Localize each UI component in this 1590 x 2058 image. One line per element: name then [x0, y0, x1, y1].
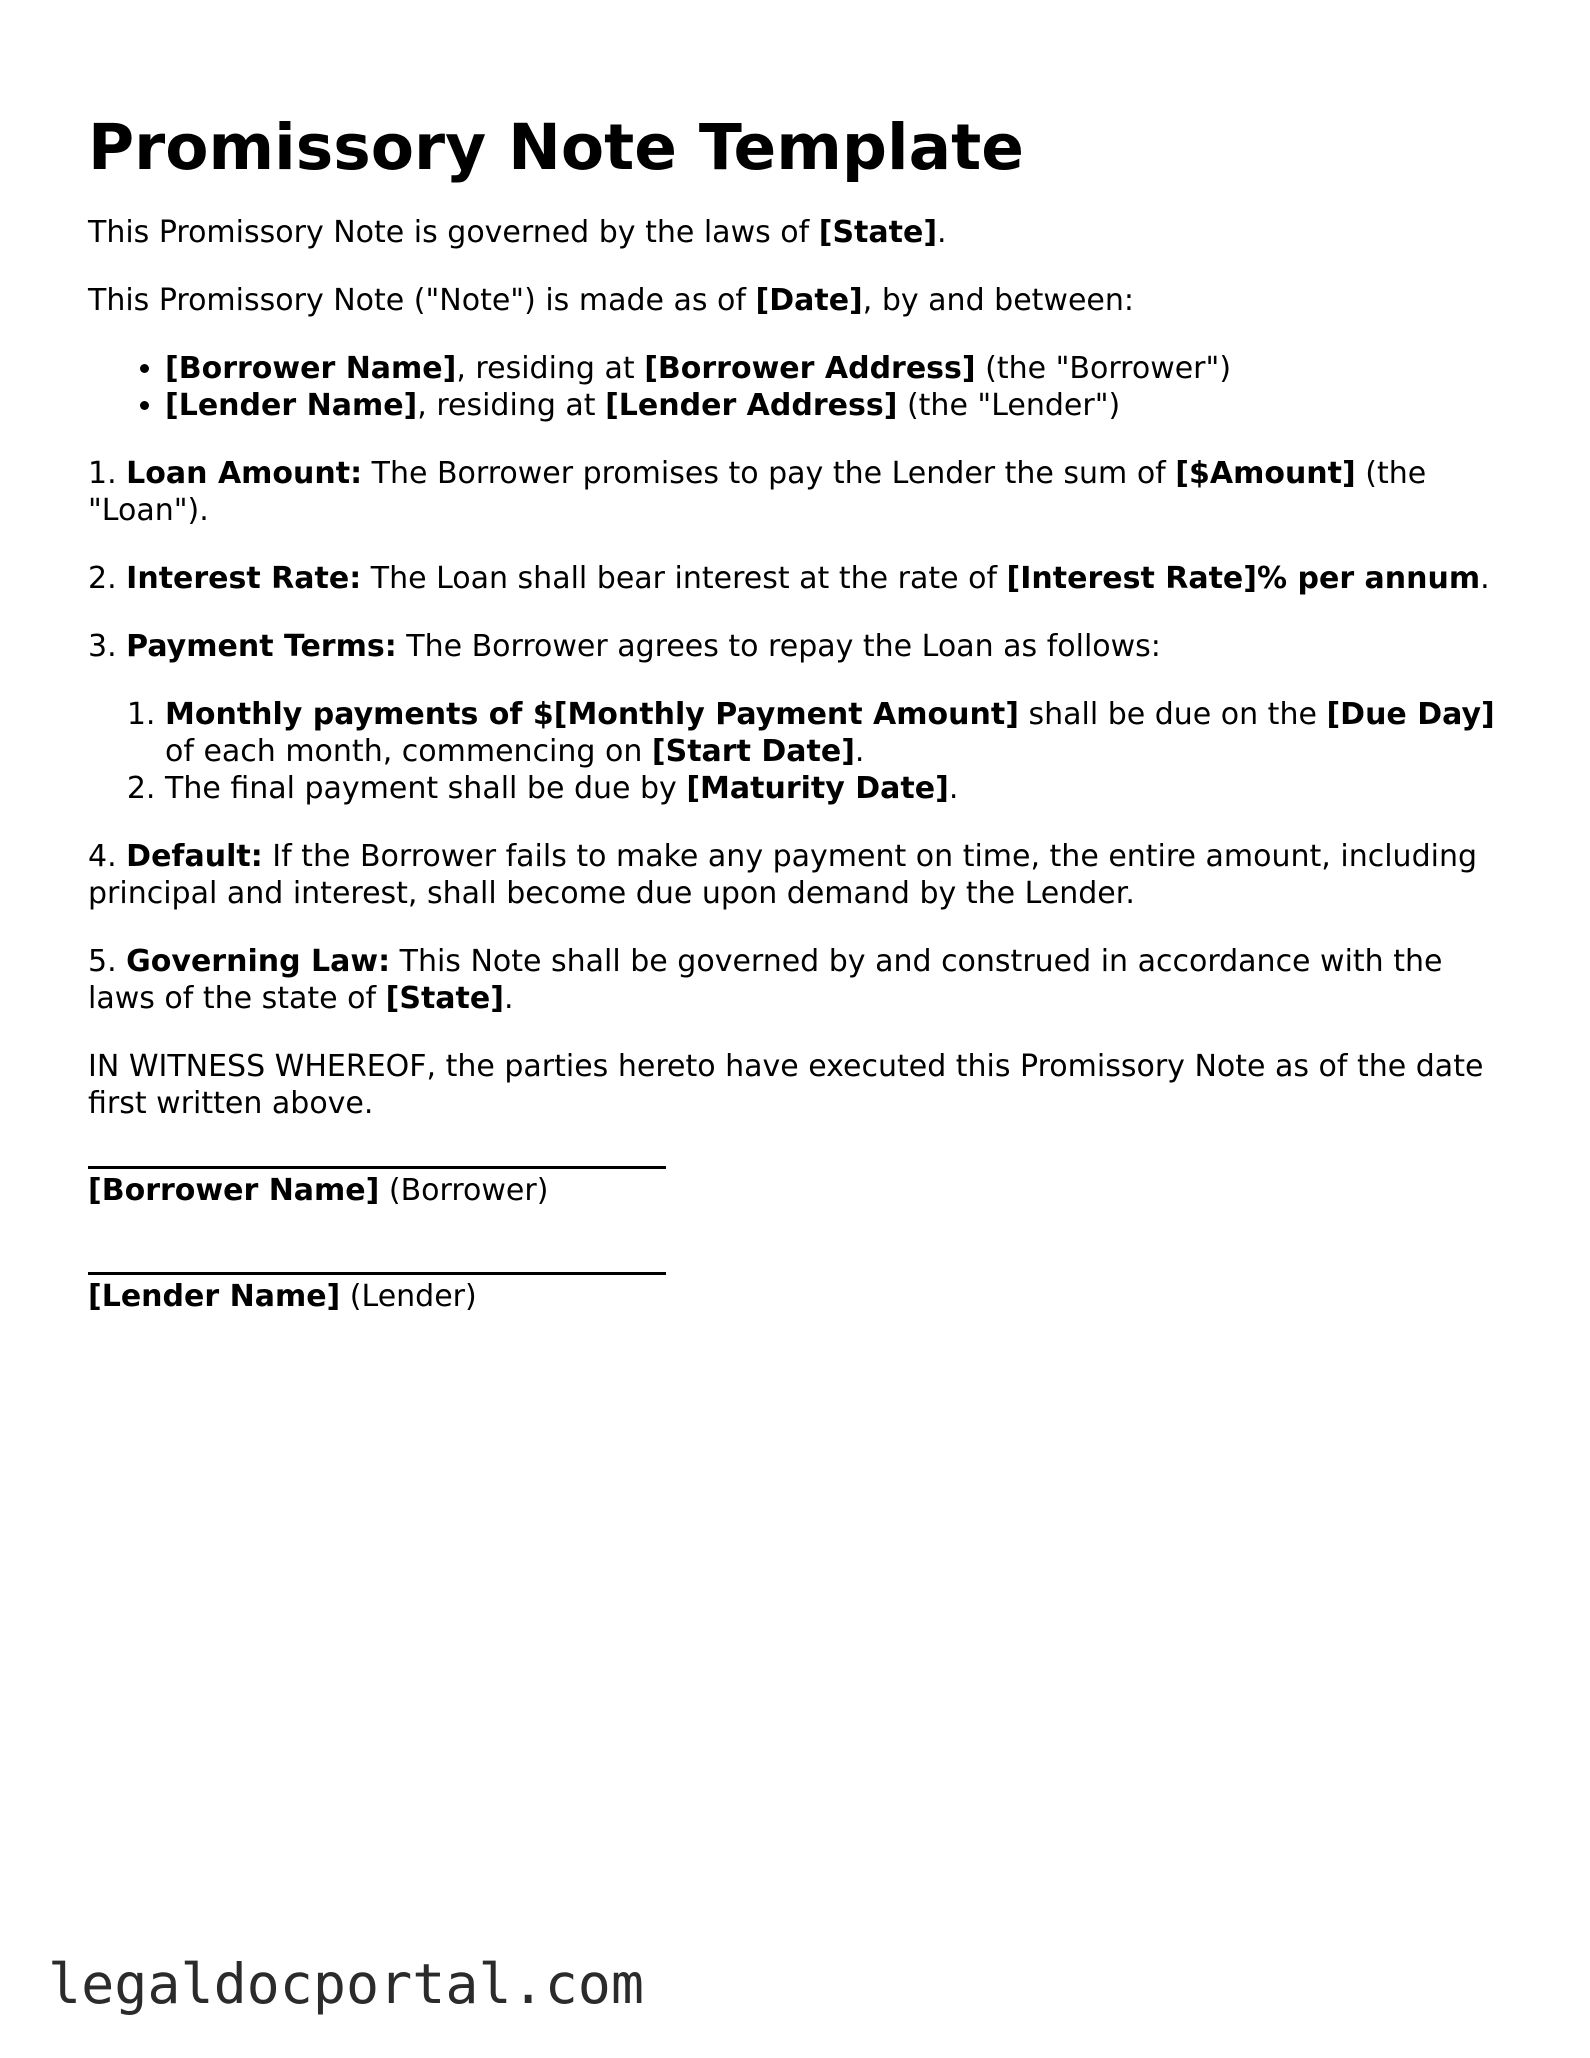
amount-placeholder: [$Amount]	[1175, 456, 1356, 491]
borrower-name-placeholder: [Borrower Name]	[165, 351, 457, 386]
state-placeholder: [State]	[818, 215, 938, 250]
section-loan-amount	[88, 455, 1508, 529]
section-number: 2.	[88, 561, 127, 596]
section-heading: Interest Rate:	[126, 561, 362, 596]
section-text: This Note shall be governed by and construed in accordance with the laws of the state of	[88, 944, 1443, 1016]
page-title: Promissory Note Template	[88, 111, 1024, 184]
document-page	[88, 110, 1508, 1378]
section-text: If the Borrower fails to make any payment on time, the entire amount, including principal and interest, shall become due upon demand by the Lender.	[88, 839, 1477, 911]
payment-term-final	[165, 770, 1508, 807]
lender-signature-name: [Lender Name]	[88, 1279, 341, 1314]
due-day-placeholder: [Due Day]	[1326, 697, 1495, 732]
section-number: 1.	[88, 456, 127, 491]
section-text-end: .	[1480, 561, 1490, 596]
section-heading: Default:	[126, 839, 263, 874]
lender-signature-line[interactable]	[88, 1272, 666, 1275]
section-payment-terms	[88, 628, 1508, 665]
lender-signature-label	[88, 1278, 1508, 1315]
monthly-payment-placeholder: Monthly payments of $[Monthly Payment Amount]	[165, 697, 1019, 732]
parties-list	[88, 350, 1508, 424]
section-text-end: .	[503, 981, 514, 1016]
interest-rate-placeholder: [Interest Rate]% per annum	[1006, 561, 1481, 596]
party-borrower-mid: , residing at	[456, 351, 645, 386]
payment-term-text: of each month, commencing on	[165, 734, 652, 769]
payment-terms-list	[88, 696, 1508, 807]
intro-parties-text: This Promissory Note ("Note") is made as of	[88, 283, 756, 318]
section-heading: Payment Terms:	[126, 629, 397, 664]
intro-governing-paragraph	[88, 214, 1508, 251]
payment-term-end: .	[948, 771, 959, 806]
section-governing-law	[88, 943, 1508, 1017]
signature-block	[88, 1166, 1508, 1315]
intro-parties-paragraph	[88, 282, 1508, 319]
section-text: The Borrower promises to pay the Lender the sum of	[362, 456, 1176, 491]
party-lender-mid: , residing at	[417, 388, 606, 423]
witness-paragraph: IN WITNESS WHEREOF, the parties hereto have executed this Promissory Note as of the date first written above.	[88, 1049, 1484, 1121]
section-number: 5.	[88, 944, 127, 979]
section-text: The Loan shall bear interest at the rate of	[361, 561, 1007, 596]
borrower-signature-role: (Borrower)	[379, 1173, 549, 1208]
start-date-placeholder: [Start Date]	[651, 734, 855, 769]
maturity-date-placeholder: [Maturity Date]	[686, 771, 949, 806]
date-placeholder: [Date]	[755, 283, 863, 318]
party-lender-role: (the "Lender")	[897, 388, 1121, 423]
section-number: 4.	[88, 839, 127, 874]
watermark-text: legaldocportal.com	[48, 1952, 645, 2016]
intro-parties-end: , by and between:	[862, 283, 1134, 318]
section-default	[88, 838, 1508, 912]
payment-term-text: shall be due on the	[1018, 697, 1327, 732]
section-heading: Loan Amount:	[126, 456, 363, 491]
borrower-signature-name: [Borrower Name]	[88, 1173, 380, 1208]
payment-term-end: .	[854, 734, 865, 769]
section-interest-rate	[88, 560, 1508, 597]
borrower-signature-line[interactable]	[88, 1166, 666, 1169]
intro-governing-end: .	[937, 215, 947, 250]
section-number: 3.	[88, 629, 127, 664]
borrower-address-placeholder: [Borrower Address]	[644, 351, 976, 386]
lender-signature-role: (Lender)	[340, 1279, 477, 1314]
party-borrower	[165, 350, 1508, 387]
party-lender	[165, 387, 1508, 424]
payment-term-monthly	[165, 696, 1508, 770]
payment-term-text: The final payment shall be due by	[165, 771, 687, 806]
intro-governing-text: This Promissory Note is governed by the laws of	[88, 215, 819, 250]
lender-name-placeholder: [Lender Name]	[165, 388, 418, 423]
borrower-signature-label	[88, 1172, 1508, 1209]
party-borrower-role: (the "Borrower")	[975, 351, 1232, 386]
state-placeholder: [State]	[385, 981, 504, 1016]
section-text-end: (the "Loan").	[88, 456, 1427, 528]
section-text: The Borrower agrees to repay the Loan as follows:	[396, 629, 1161, 664]
lender-address-placeholder: [Lender Address]	[605, 388, 898, 423]
section-heading: Governing Law:	[126, 944, 391, 979]
